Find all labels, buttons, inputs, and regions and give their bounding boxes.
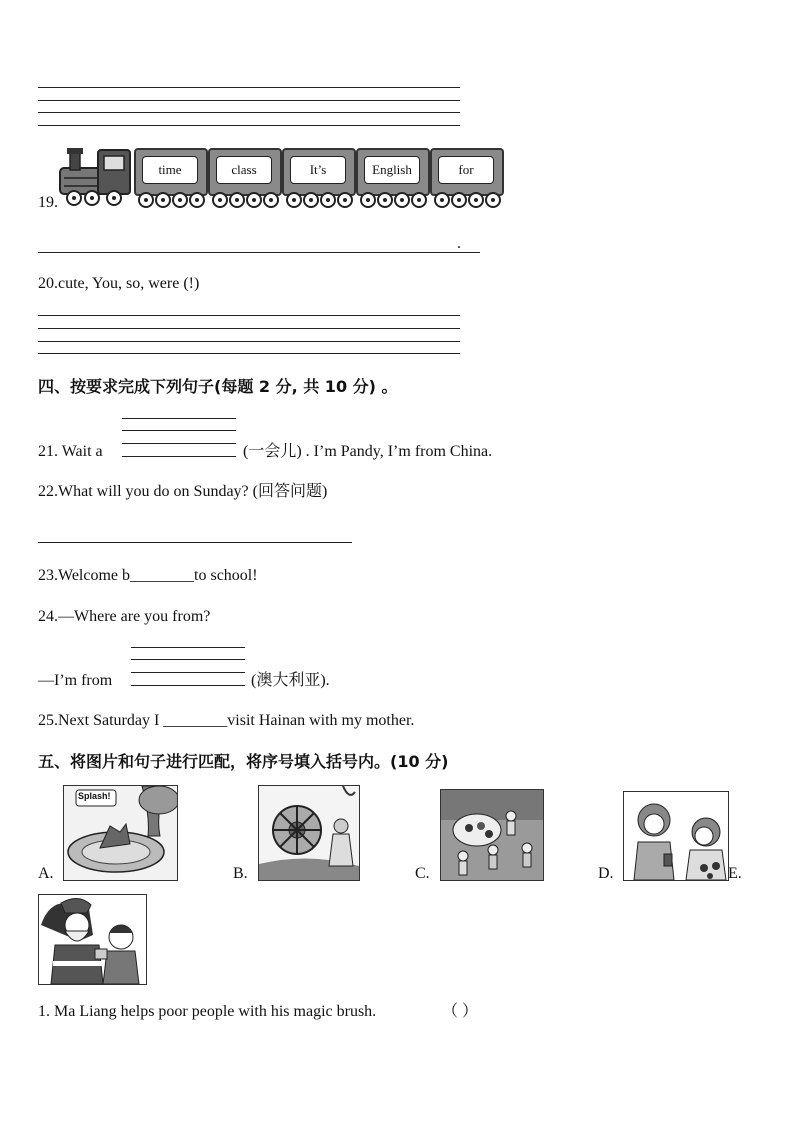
- q21-prefix: 21. Wait a: [38, 443, 103, 460]
- waterwheel-illustration: [259, 786, 359, 880]
- q24-suffix: (澳大利亚).: [251, 672, 330, 689]
- q21-suffix: (一会儿) . I’m Pandy, I’m from China.: [243, 443, 493, 460]
- train-car-3: [282, 148, 356, 196]
- train-car-1: [134, 148, 208, 196]
- picture-b: [258, 785, 360, 881]
- q19-number: 19.: [38, 194, 58, 211]
- q24-prefix: —I’m from: [38, 672, 113, 689]
- q22-answer-line: [38, 542, 352, 543]
- q25-text: 25.Next Saturday I ________visit Hainan with my mother.: [38, 712, 415, 729]
- sentence-1-answer-bracket[interactable]: （ ）: [442, 1003, 479, 1020]
- two-girls-illustration: [624, 792, 728, 880]
- train-car-label: class: [216, 156, 272, 184]
- picture-c-label: C.: [415, 865, 430, 882]
- locomotive-icon: [58, 144, 134, 208]
- section-5-title: 五、将图片和句子进行匹配，将序号填入括号内。(10 分): [38, 752, 449, 771]
- picture-d: [623, 791, 729, 881]
- picture-e-label: E.: [728, 865, 742, 882]
- train-car-5: [430, 148, 504, 196]
- train-car-label: for: [438, 156, 494, 184]
- q20-text: 20.cute, You, so, were (!): [38, 275, 200, 292]
- playground-illustration: [441, 790, 543, 880]
- q24-question: 24.—Where are you from?: [38, 608, 211, 625]
- train-car-label: time: [142, 156, 198, 184]
- picture-b-label: B.: [233, 865, 248, 882]
- q19-period: .: [457, 235, 461, 252]
- santa-and-boy-illustration: [39, 895, 146, 984]
- train-car-label: It’s: [290, 156, 346, 184]
- section-4-title: 四、按要求完成下列句子(每题 2 分, 共 10 分) 。: [38, 377, 398, 396]
- sentence-1-text: 1. Ma Liang helps poor people with his magic brush.: [38, 1003, 377, 1020]
- picture-a-label: A.: [38, 865, 54, 882]
- splash-sign-text: Splash!: [78, 791, 111, 801]
- q19-answer-line: [38, 252, 480, 253]
- picture-e: [38, 894, 147, 985]
- picture-a: [63, 785, 178, 881]
- train-car-4: [356, 148, 430, 196]
- picture-d-label: D.: [598, 865, 614, 882]
- q23-text: 23.Welcome b________to school!: [38, 567, 258, 584]
- picture-c: [440, 789, 544, 881]
- train-car-2: [208, 148, 282, 196]
- train-car-label: English: [364, 156, 420, 184]
- q22-text: 22.What will you do on Sunday? (回答问题): [38, 483, 328, 500]
